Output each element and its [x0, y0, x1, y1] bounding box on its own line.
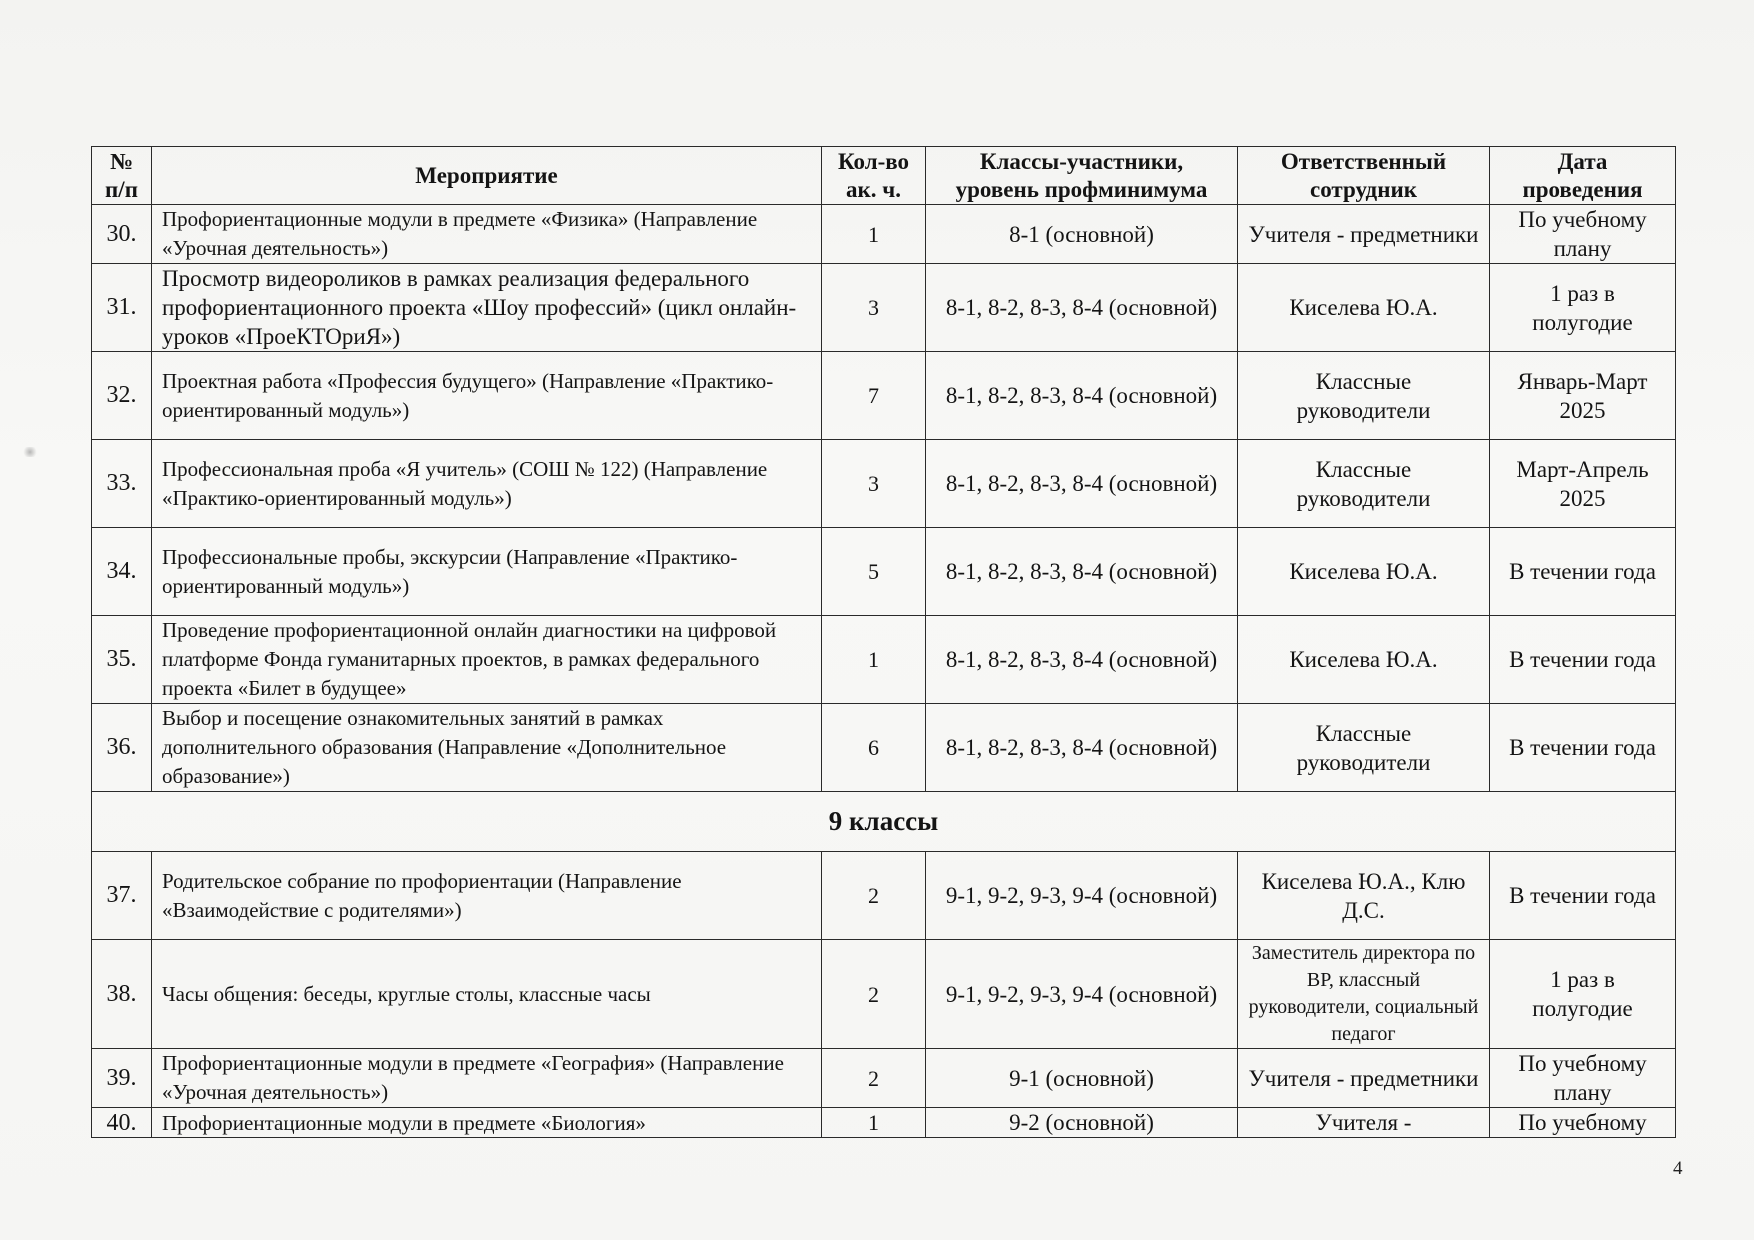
table-row	[92, 616, 1676, 704]
row-num: 38.	[92, 940, 152, 1049]
row-hours: 6	[822, 704, 926, 792]
section-title: 9 классы	[92, 792, 1676, 852]
row-date: Январь-Март 2025	[1490, 352, 1676, 440]
page-number: 4	[1673, 1158, 1683, 1179]
row-classes: 9-1, 9-2, 9-3, 9-4 (основной)	[926, 852, 1238, 940]
table-row	[92, 205, 1676, 264]
row-date: Март-Апрель 2025	[1490, 440, 1676, 528]
header-classes: Классы-участники, уровень профминимума	[926, 147, 1238, 205]
header-responsible: Ответственный сотрудник	[1238, 147, 1490, 205]
table-row	[92, 940, 1676, 1049]
row-num: 30.	[92, 205, 152, 264]
row-date: По учебному плану	[1490, 205, 1676, 264]
header-hours: Кол-во ак. ч.	[822, 147, 926, 205]
row-responsible: Классные руководители	[1238, 440, 1490, 528]
table-header-row	[92, 147, 1676, 205]
table-row	[92, 1108, 1676, 1138]
row-date: В течении года	[1490, 704, 1676, 792]
row-date: В течении года	[1490, 528, 1676, 616]
row-responsible: Киселева Ю.А., Клю Д.С.	[1238, 852, 1490, 940]
row-hours: 1	[822, 205, 926, 264]
row-num: 31.	[92, 264, 152, 352]
row-classes: 8-1, 8-2, 8-3, 8-4 (основной)	[926, 352, 1238, 440]
row-hours: 2	[822, 940, 926, 1049]
career-guidance-plan-table	[91, 146, 1676, 1138]
row-classes: 8-1, 8-2, 8-3, 8-4 (основной)	[926, 704, 1238, 792]
row-hours: 2	[822, 852, 926, 940]
row-event: Родительское собрание по профориентации (Направление «Взаимодействие с родителями»)	[152, 852, 822, 940]
row-date: По учебному плану	[1490, 1049, 1676, 1108]
row-hours: 3	[822, 440, 926, 528]
row-hours: 5	[822, 528, 926, 616]
row-event: Профориентационные модули в предмете «Биология»	[152, 1108, 822, 1138]
row-event: Просмотр видеороликов в рамках реализация федерального профориентационного проекта «Шоу профессий» (цикл онлайн-уроков «ПроеКТОриЯ»)	[152, 264, 822, 352]
row-classes: 9-1 (основной)	[926, 1049, 1238, 1108]
row-responsible: Учителя - предметники	[1238, 205, 1490, 264]
row-hours: 3	[822, 264, 926, 352]
header-event: Мероприятие	[152, 147, 822, 205]
row-responsible: Классные руководители	[1238, 352, 1490, 440]
scan-artifact	[22, 447, 38, 457]
row-event: Часы общения: беседы, круглые столы, классные часы	[152, 940, 822, 1049]
row-num: 32.	[92, 352, 152, 440]
row-event: Профориентационные модули в предмете «Физика» (Направление «Урочная деятельность»)	[152, 205, 822, 264]
row-date: 1 раз в полугодие	[1490, 264, 1676, 352]
row-date: В течении года	[1490, 852, 1676, 940]
table-row	[92, 264, 1676, 352]
row-event: Проектная работа «Профессия будущего» (Направление «Практико-ориентированный модуль»)	[152, 352, 822, 440]
row-event: Профессиональные пробы, экскурсии (Направление «Практико-ориентированный модуль»)	[152, 528, 822, 616]
row-classes: 8-1, 8-2, 8-3, 8-4 (основной)	[926, 616, 1238, 704]
row-responsible: Киселева Ю.А.	[1238, 528, 1490, 616]
row-responsible: Киселева Ю.А.	[1238, 264, 1490, 352]
row-num: 37.	[92, 852, 152, 940]
header-date: Дата проведения	[1490, 147, 1676, 205]
row-num: 36.	[92, 704, 152, 792]
row-hours: 2	[822, 1049, 926, 1108]
row-date: 1 раз в полугодие	[1490, 940, 1676, 1049]
row-hours: 1	[822, 1108, 926, 1138]
table-row	[92, 852, 1676, 940]
row-hours: 7	[822, 352, 926, 440]
table-row	[92, 528, 1676, 616]
table-row	[92, 1049, 1676, 1108]
row-classes: 9-2 (основной)	[926, 1108, 1238, 1138]
row-event: Выбор и посещение ознакомительных занятий в рамках дополнительного образования (Направление «Дополнительное образование»)	[152, 704, 822, 792]
table-row	[92, 352, 1676, 440]
row-event: Проведение профориентационной онлайн диагностики на цифровой платформе Фонда гуманитарных проектов, в рамках федерального проекта «Билет в будущее»	[152, 616, 822, 704]
row-responsible: Киселева Ю.А.	[1238, 616, 1490, 704]
row-num: 34.	[92, 528, 152, 616]
section-row	[92, 792, 1676, 852]
row-classes: 9-1, 9-2, 9-3, 9-4 (основной)	[926, 940, 1238, 1049]
row-classes: 8-1, 8-2, 8-3, 8-4 (основной)	[926, 264, 1238, 352]
table-row	[92, 440, 1676, 528]
row-date: По учебному	[1490, 1108, 1676, 1138]
row-num: 40.	[92, 1108, 152, 1138]
table-row	[92, 704, 1676, 792]
row-date: В течении года	[1490, 616, 1676, 704]
row-responsible: Учителя - предметники	[1238, 1049, 1490, 1108]
header-num: № п/п	[92, 147, 152, 205]
row-classes: 8-1 (основной)	[926, 205, 1238, 264]
row-classes: 8-1, 8-2, 8-3, 8-4 (основной)	[926, 440, 1238, 528]
row-event: Профориентационные модули в предмете «География» (Направление «Урочная деятельность»)	[152, 1049, 822, 1108]
row-hours: 1	[822, 616, 926, 704]
row-responsible: Учителя -	[1238, 1108, 1490, 1138]
row-num: 35.	[92, 616, 152, 704]
row-event: Профессиональная проба «Я учитель» (СОШ № 122) (Направление «Практико-ориентированный модуль»)	[152, 440, 822, 528]
row-num: 33.	[92, 440, 152, 528]
row-responsible: Заместитель директора по ВР, классный руководители, социальный педагог	[1238, 940, 1490, 1049]
row-classes: 8-1, 8-2, 8-3, 8-4 (основной)	[926, 528, 1238, 616]
row-responsible: Классные руководители	[1238, 704, 1490, 792]
row-num: 39.	[92, 1049, 152, 1108]
